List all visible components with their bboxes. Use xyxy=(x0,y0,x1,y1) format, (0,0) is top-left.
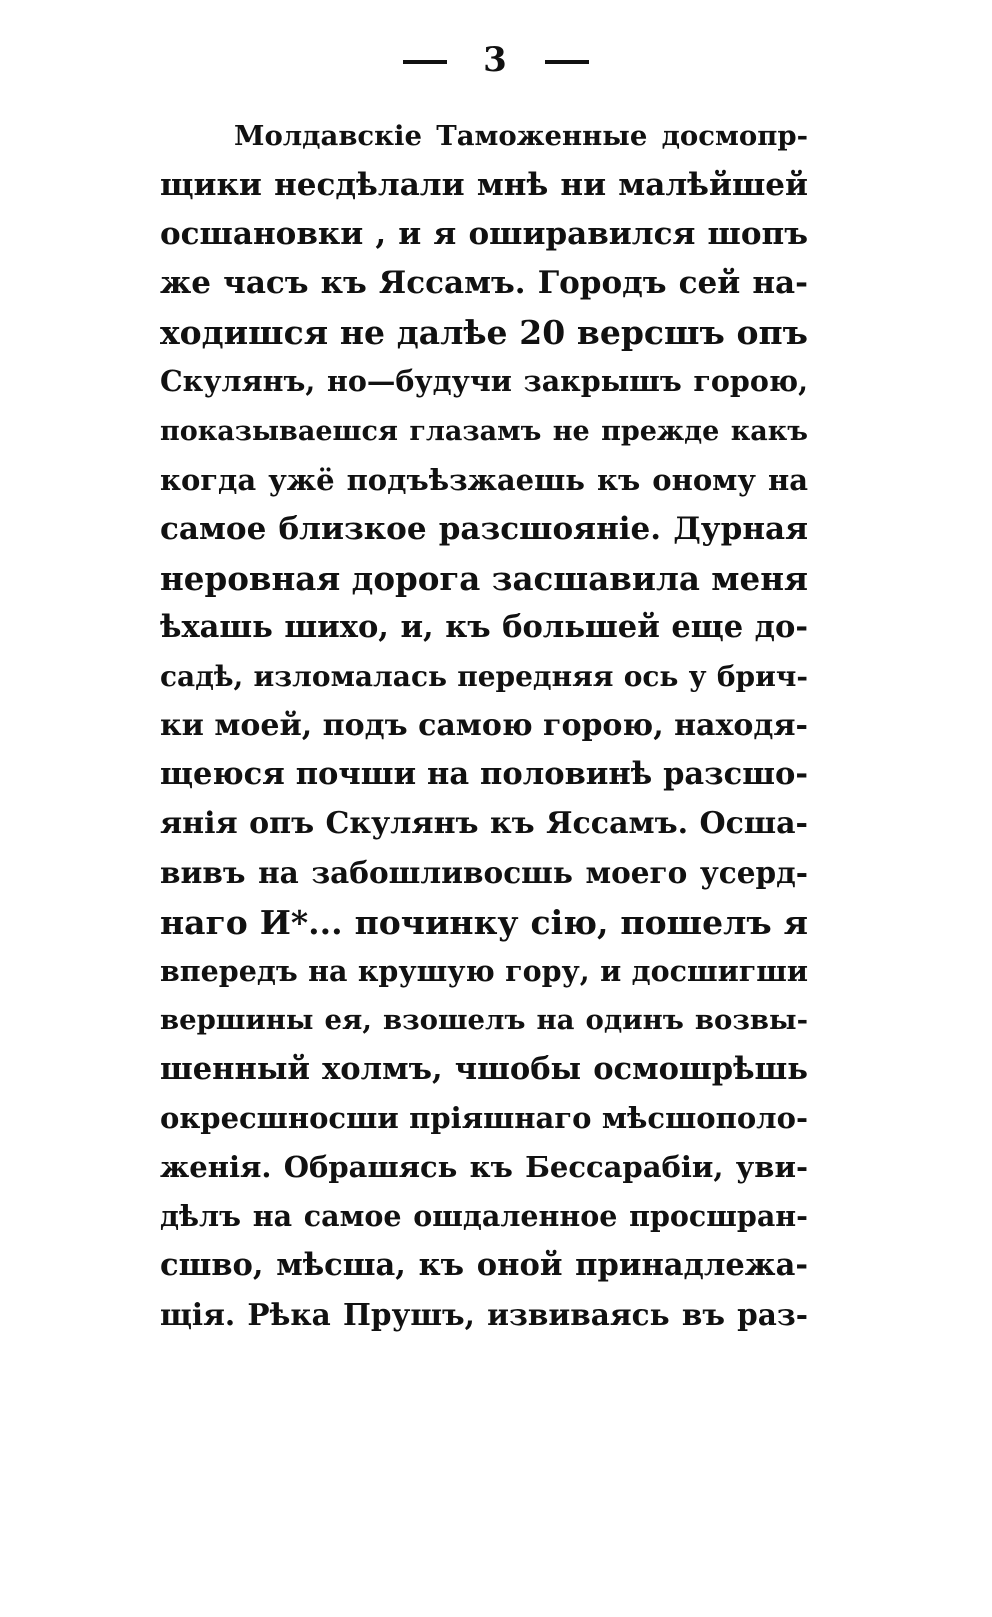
text-line: ходишся не далѣе 20 версшъ опъ xyxy=(160,313,808,353)
text-line: впередъ на крушую гору, и досшигши xyxy=(160,953,808,988)
text-line: Молдавскіе Таможенные досмопр- xyxy=(234,120,808,152)
left-dash xyxy=(403,60,447,64)
text-line: осшановки , и я оширавился шопъ xyxy=(160,216,808,253)
text-line: щеюся почши на половинѣ разсшо- xyxy=(160,756,808,793)
text-line: янія опъ Скулянъ къ Яссамъ. Осша- xyxy=(160,806,808,842)
text-line: наго И*... починку сію, пошелъ я xyxy=(160,902,808,942)
page-number: 3 xyxy=(483,40,509,80)
text-line: же часъ къ Яссамъ. Городъ сей на- xyxy=(160,265,808,302)
text-line: самое близкое разсшояніе. Дурная xyxy=(160,510,808,547)
text-line: сшво, мѣсша, къ оной принадлежа- xyxy=(160,1247,808,1284)
text-line: женія. Обрашясь къ Бессарабіи, уви- xyxy=(160,1149,808,1184)
page-number-header xyxy=(0,40,992,80)
text-line: щики несдѣлали мнѣ ни малѣйшей xyxy=(160,167,808,204)
text-line: ки моей, подъ самою горою, находя- xyxy=(160,708,808,744)
text-line: вивъ на забошливосшь моего усерд- xyxy=(160,855,808,891)
body-text xyxy=(160,112,808,1339)
text-line: шенный холмъ, чшобы осмошрѣшь xyxy=(160,1050,808,1087)
text-line: вершины ея, взошелъ на одинъ возвы- xyxy=(160,1003,808,1036)
text-line: Скулянъ, но—будучи закрышъ горою, xyxy=(160,364,808,399)
text-line: садѣ, изломалась передняя ось у брич- xyxy=(160,660,808,694)
text-line: дѣлъ на самое ошдаленное просшран- xyxy=(160,1199,808,1234)
text-line: показываешся глазамъ не прежде какъ xyxy=(160,415,808,447)
text-line: когда ужё подъѣзжаешь къ оному на xyxy=(160,462,808,497)
right-dash xyxy=(545,60,589,64)
text-line: окресшносши пріяшнаго мѣсшополо- xyxy=(160,1100,808,1135)
text-line: ѣхашь шихо, и, къ большей еще до- xyxy=(160,608,808,645)
text-line: щія. Рѣка Прушъ, извиваясь въ раз- xyxy=(160,1297,808,1333)
text-line: неровная дорога засшавила меня xyxy=(160,558,808,598)
